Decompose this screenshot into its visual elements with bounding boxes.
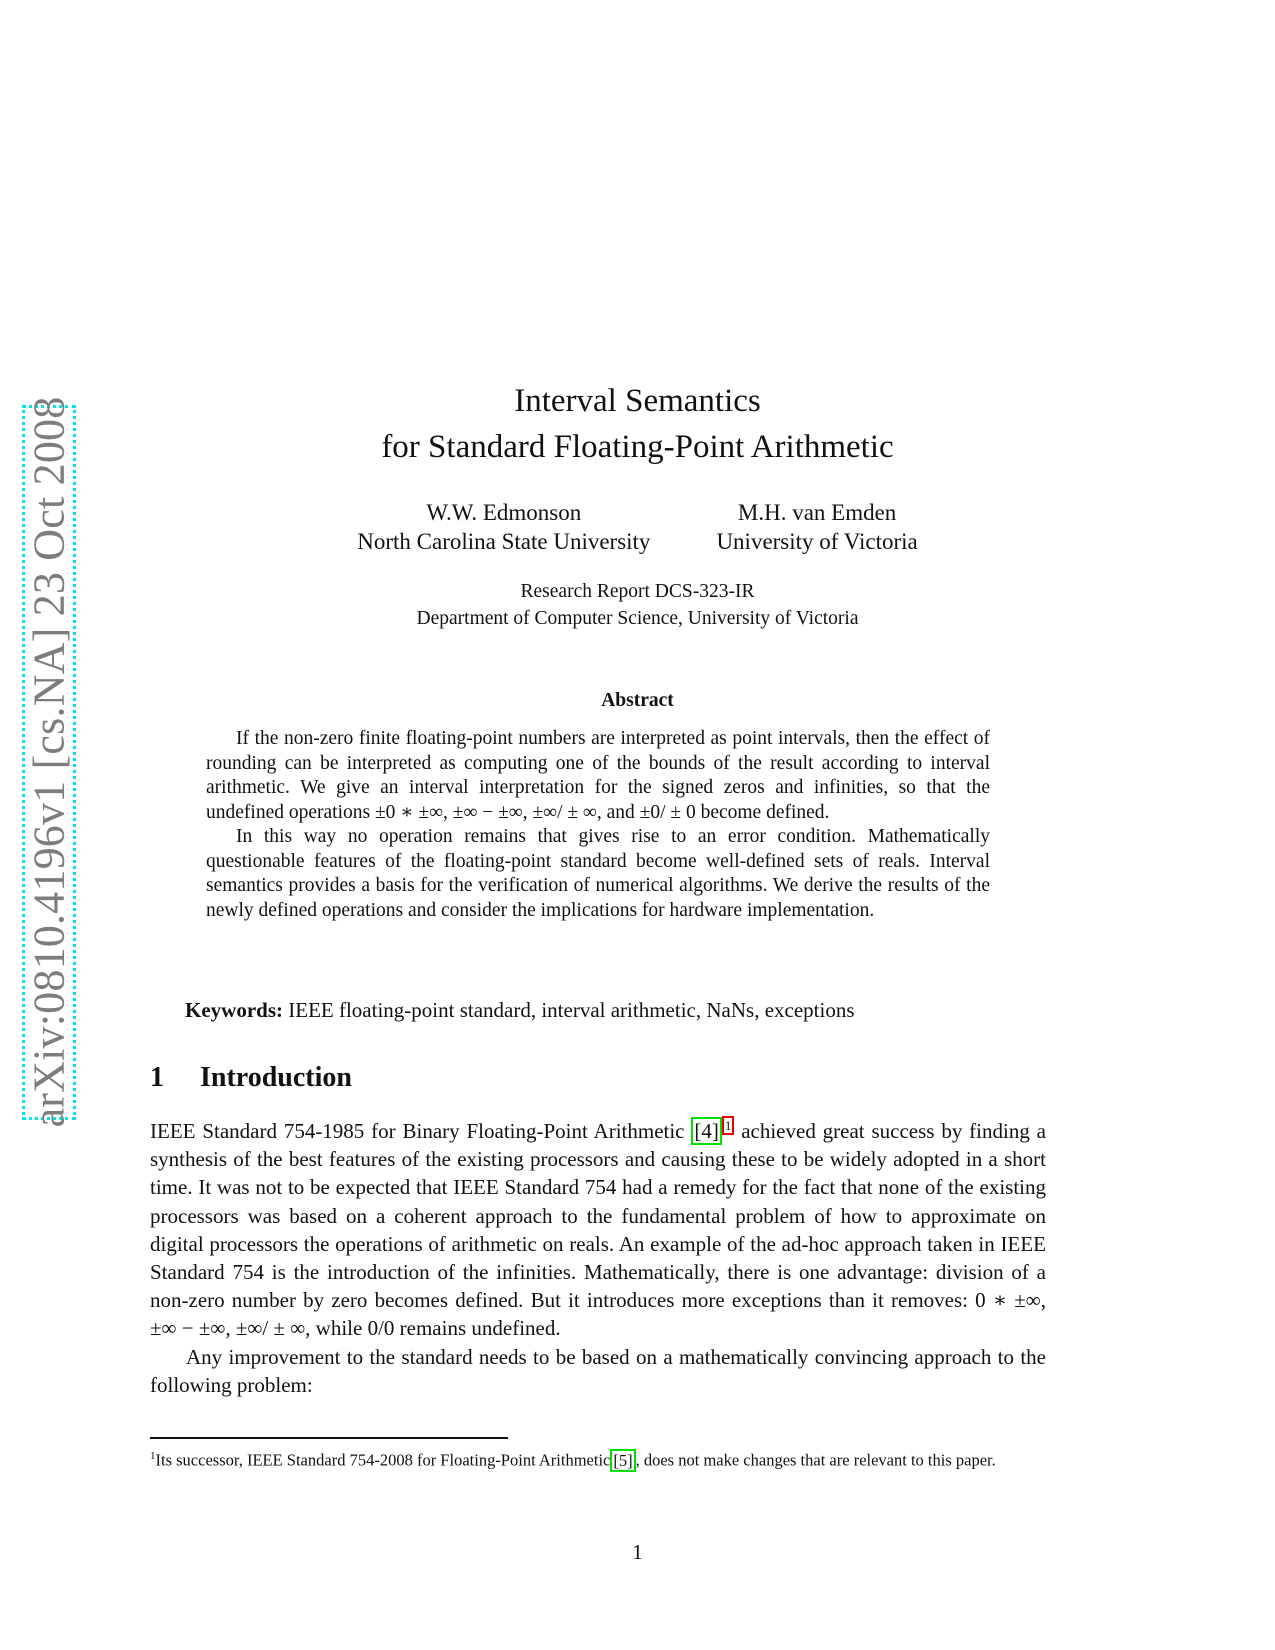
section-body <box>150 1117 1046 1399</box>
title-line-2: for Standard Floating-Point Arithmetic <box>381 429 894 465</box>
page-number: 1 <box>632 1540 643 1564</box>
report-number: Research Report DCS-323-IR <box>520 581 755 602</box>
citation-link[interactable]: [5] <box>610 1449 635 1472</box>
body-paragraph <box>150 1117 1046 1343</box>
paper-title <box>0 378 1275 470</box>
footnote-text: Its successor, IEEE Standard 754-2008 for Floating-Point Arithmetic <box>155 1450 611 1470</box>
abstract-paragraph: In this way no operation remains that gives rise to an error condition. Mathematically questionable features of the floating-point standard become well-defined sets of reals. Interval semantics provides a basis for the verification of numerical algorithms. We derive the results of the newly defined operations and consider the implications for hardware implementation. <box>206 826 990 921</box>
footnote-text: , does not make changes that are relevant to this paper. <box>635 1450 996 1470</box>
footnote <box>150 1444 1046 1473</box>
section-number: 1 <box>150 1062 164 1093</box>
section-title: Introduction <box>200 1062 352 1093</box>
arxiv-stamp[interactable]: arXiv:0810.4196v1 [cs.NA] 23 Oct 2008 <box>24 396 74 1128</box>
footnote-link[interactable]: 1 <box>722 1116 735 1135</box>
abstract-heading: Abstract <box>601 690 674 711</box>
author-2 <box>716 498 917 556</box>
abstract-paragraph: If the non-zero finite floating-point numbers are interpreted as point intervals, then the effect of rounding can be interpreted as computing one of the bounds of the result according to interval arithmetic. We give an interval interpretation for the signed zeros and infinities, so that the undefined operations ±0 ∗ ±∞, ±∞ − ±∞, ±∞/ ± ∞, and ±0/ ± 0 become defined. <box>206 728 990 823</box>
keywords-label: Keywords: <box>185 998 283 1022</box>
author-affiliation: University of Victoria <box>716 529 918 554</box>
author-name: W.W. Edmonson <box>426 500 582 525</box>
body-text-span: achieved great success by finding a synthesis of the best features of the existing processors and causing these to be widely adopted in a short time. It was not to be expected that IEEE Standard 754 had a remedy for the fact that none of the existing processors was based on a coherent approach to the fundamental problem of how to approximate on digital processors the operations of arithmetic on reals. An example of the ad-hoc approach taken in IEEE Standard 754 is the introduction of the infinities. Mathematically, there is one advantage: division of a non-zero number by zero becomes defined. But it introduces more exceptions than it removes: 0 ∗ ±∞, ±∞ − ±∞, ±∞/ ± ∞, while 0/0 remains undefined. <box>150 1119 1046 1341</box>
report-info <box>0 578 1275 632</box>
keywords-text: IEEE floating-point standard, interval arithmetic, NaNs, exceptions <box>288 998 855 1022</box>
body-paragraph: Any improvement to the standard needs to be based on a mathematically convincing approach to the following problem: <box>150 1344 1046 1397</box>
author-block <box>0 498 1275 556</box>
keywords <box>185 998 855 1023</box>
author-affiliation: North Carolina State University <box>357 529 651 554</box>
footnote-mark: 1 <box>150 1450 156 1462</box>
report-department: Department of Computer Science, University of Victoria <box>416 608 859 629</box>
body-text-span: IEEE Standard 754-1985 for Binary Floating-Point Arithmetic <box>150 1119 692 1143</box>
author-1 <box>357 498 650 556</box>
footnote-rule <box>150 1437 508 1439</box>
abstract-body <box>206 727 990 923</box>
section-heading <box>150 1062 352 1094</box>
title-line-1: Interval Semantics <box>514 383 761 419</box>
citation-link[interactable]: [4] <box>691 1117 722 1145</box>
author-name: M.H. van Emden <box>737 500 897 525</box>
